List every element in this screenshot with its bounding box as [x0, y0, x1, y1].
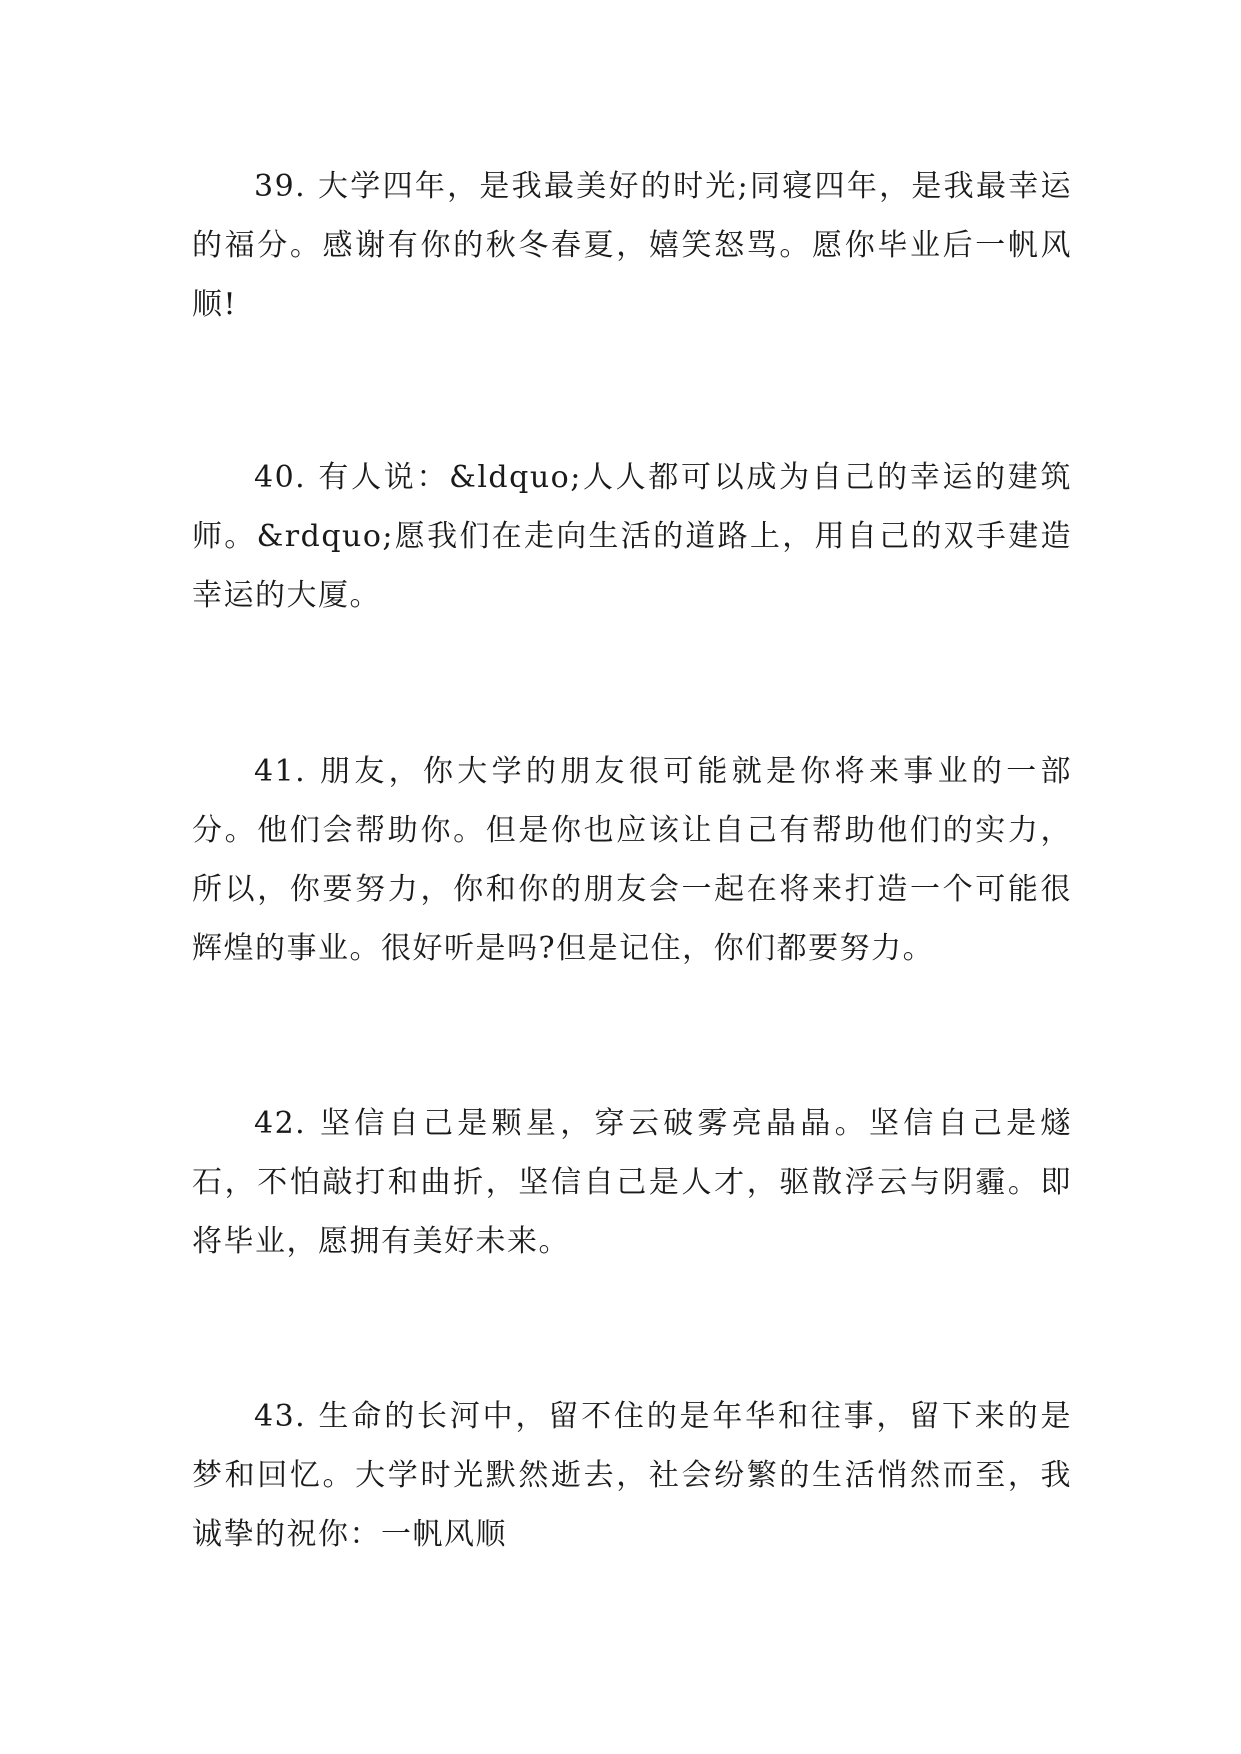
- paragraph-43: 43. 生命的长河中，留不住的是年华和往事，留下来的是梦和回忆。大学时光默然逝去，社会纷繁的生活悄然而至，我诚挚的祝你：一帆风顺: [192, 1399, 1072, 1552]
- paragraph-41: 41. 朋友，你大学的朋友很可能就是你将来事业的一部分。他们会帮助你。但是你也应该让自己有帮助他们的实力，所以，你要努力，你和你的朋友会一起在将来打造一个可能很辉煌的事业。很好听是吗?但是记住，你们都要努力。: [192, 754, 1072, 966]
- paragraph-42: 42. 坚信自己是颗星，穿云破雾亮晶晶。坚信自己是燧石，不怕敲打和曲折，坚信自己是人才，驱散浮云与阴霾。即将毕业，愿拥有美好未来。: [192, 1106, 1072, 1259]
- paragraph-39: 39. 大学四年，是我最美好的时光;同寝四年，是我最幸运的福分。感谢有你的秋冬春夏，嬉笑怒骂。愿你毕业后一帆风顺!: [192, 169, 1072, 322]
- paragraph-40: 40. 有人说：&ldquo;人人都可以成为自己的幸运的建筑师。&rdquo;愿我们在走向生活的道路上，用自己的双手建造幸运的大厦。: [192, 460, 1072, 613]
